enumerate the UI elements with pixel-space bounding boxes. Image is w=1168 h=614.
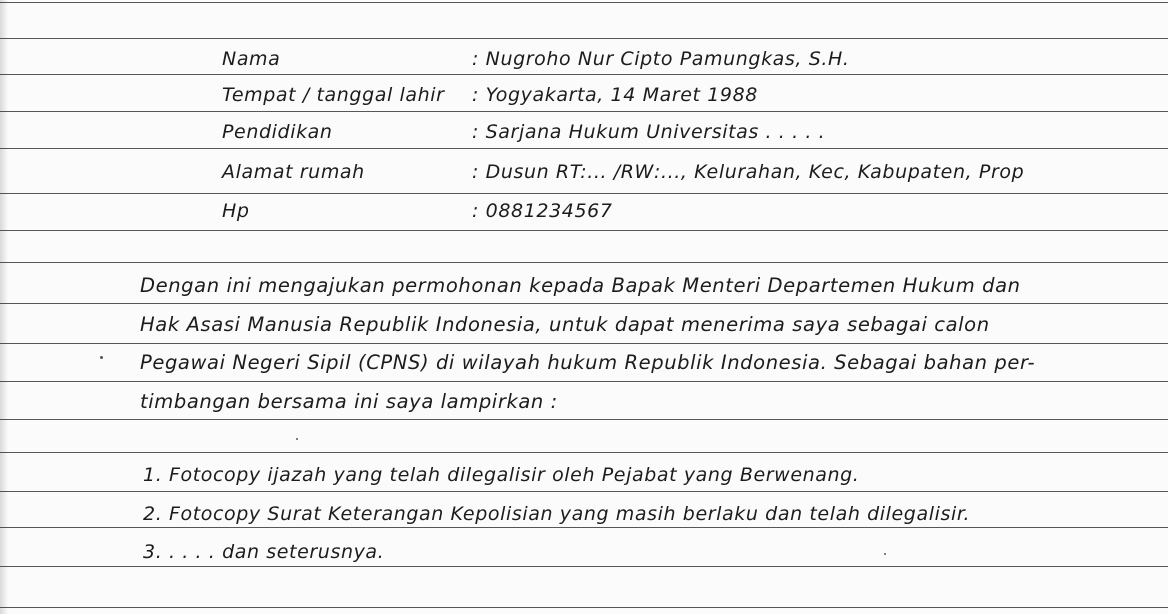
biodata-label-nama: Nama — [222, 48, 281, 70]
biodata-value-hp: : 0881234567 — [472, 200, 613, 222]
ruled-line — [0, 230, 1168, 231]
page-edge-shadow — [0, 0, 8, 614]
ink-speck — [884, 553, 886, 555]
biodata-label-hp: Hp — [222, 200, 250, 222]
ruled-line — [0, 491, 1168, 492]
biodata-value-alamat: : Dusun RT:... /RW:..., Kelurahan, Kec, Kabupaten, Prop — [472, 161, 1025, 183]
ruled-line — [0, 343, 1168, 344]
biodata-label-pendidikan: Pendidikan — [222, 121, 333, 143]
attachment-item: 3. . . . . dan seterusnya. — [143, 541, 385, 563]
ruled-line — [0, 419, 1168, 420]
ink-speck — [296, 438, 298, 440]
biodata-label-alamat: Alamat rumah — [222, 161, 365, 183]
ruled-line — [0, 74, 1168, 75]
biodata-value-pendidikan: : Sarjana Hukum Universitas . . . . . — [472, 121, 826, 143]
ruled-line — [0, 607, 1168, 608]
attachment-item: 1. Fotocopy ijazah yang telah dilegalisir oleh Pejabat yang Berwenang. — [143, 464, 860, 486]
biodata-value-ttl: : Yogyakarta, 14 Maret 1988 — [472, 84, 758, 106]
ink-speck — [100, 356, 103, 359]
biodata-label-ttl: Tempat / tanggal lahir — [222, 84, 445, 106]
ruled-line — [0, 2, 1168, 3]
attachment-item: 2. Fotocopy Surat Keterangan Kepolisian yang masih berlaku dan telah dilegalisir. — [143, 503, 971, 525]
ruled-line — [0, 527, 1168, 528]
paragraph-line: Pegawai Negeri Sipil (CPNS) di wilayah hukum Republik Indonesia. Sebagai bahan per- — [140, 351, 1036, 374]
ruled-line — [0, 303, 1168, 304]
paragraph-line: timbangan bersama ini saya lampirkan : — [140, 390, 558, 413]
ruled-line — [0, 452, 1168, 453]
ruled-line — [0, 148, 1168, 149]
ruled-line — [0, 381, 1168, 382]
paragraph-line: Dengan ini mengajukan permohonan kepada Bapak Menteri Departemen Hukum dan — [140, 274, 1021, 297]
ruled-line — [0, 111, 1168, 112]
ruled-line — [0, 566, 1168, 567]
paragraph-line: Hak Asasi Manusia Republik Indonesia, untuk dapat menerima saya sebagai calon — [140, 313, 990, 336]
biodata-value-nama: : Nugroho Nur Cipto Pamungkas, S.H. — [472, 48, 850, 70]
ruled-line — [0, 193, 1168, 194]
ruled-line — [0, 262, 1168, 263]
ruled-line — [0, 38, 1168, 39]
